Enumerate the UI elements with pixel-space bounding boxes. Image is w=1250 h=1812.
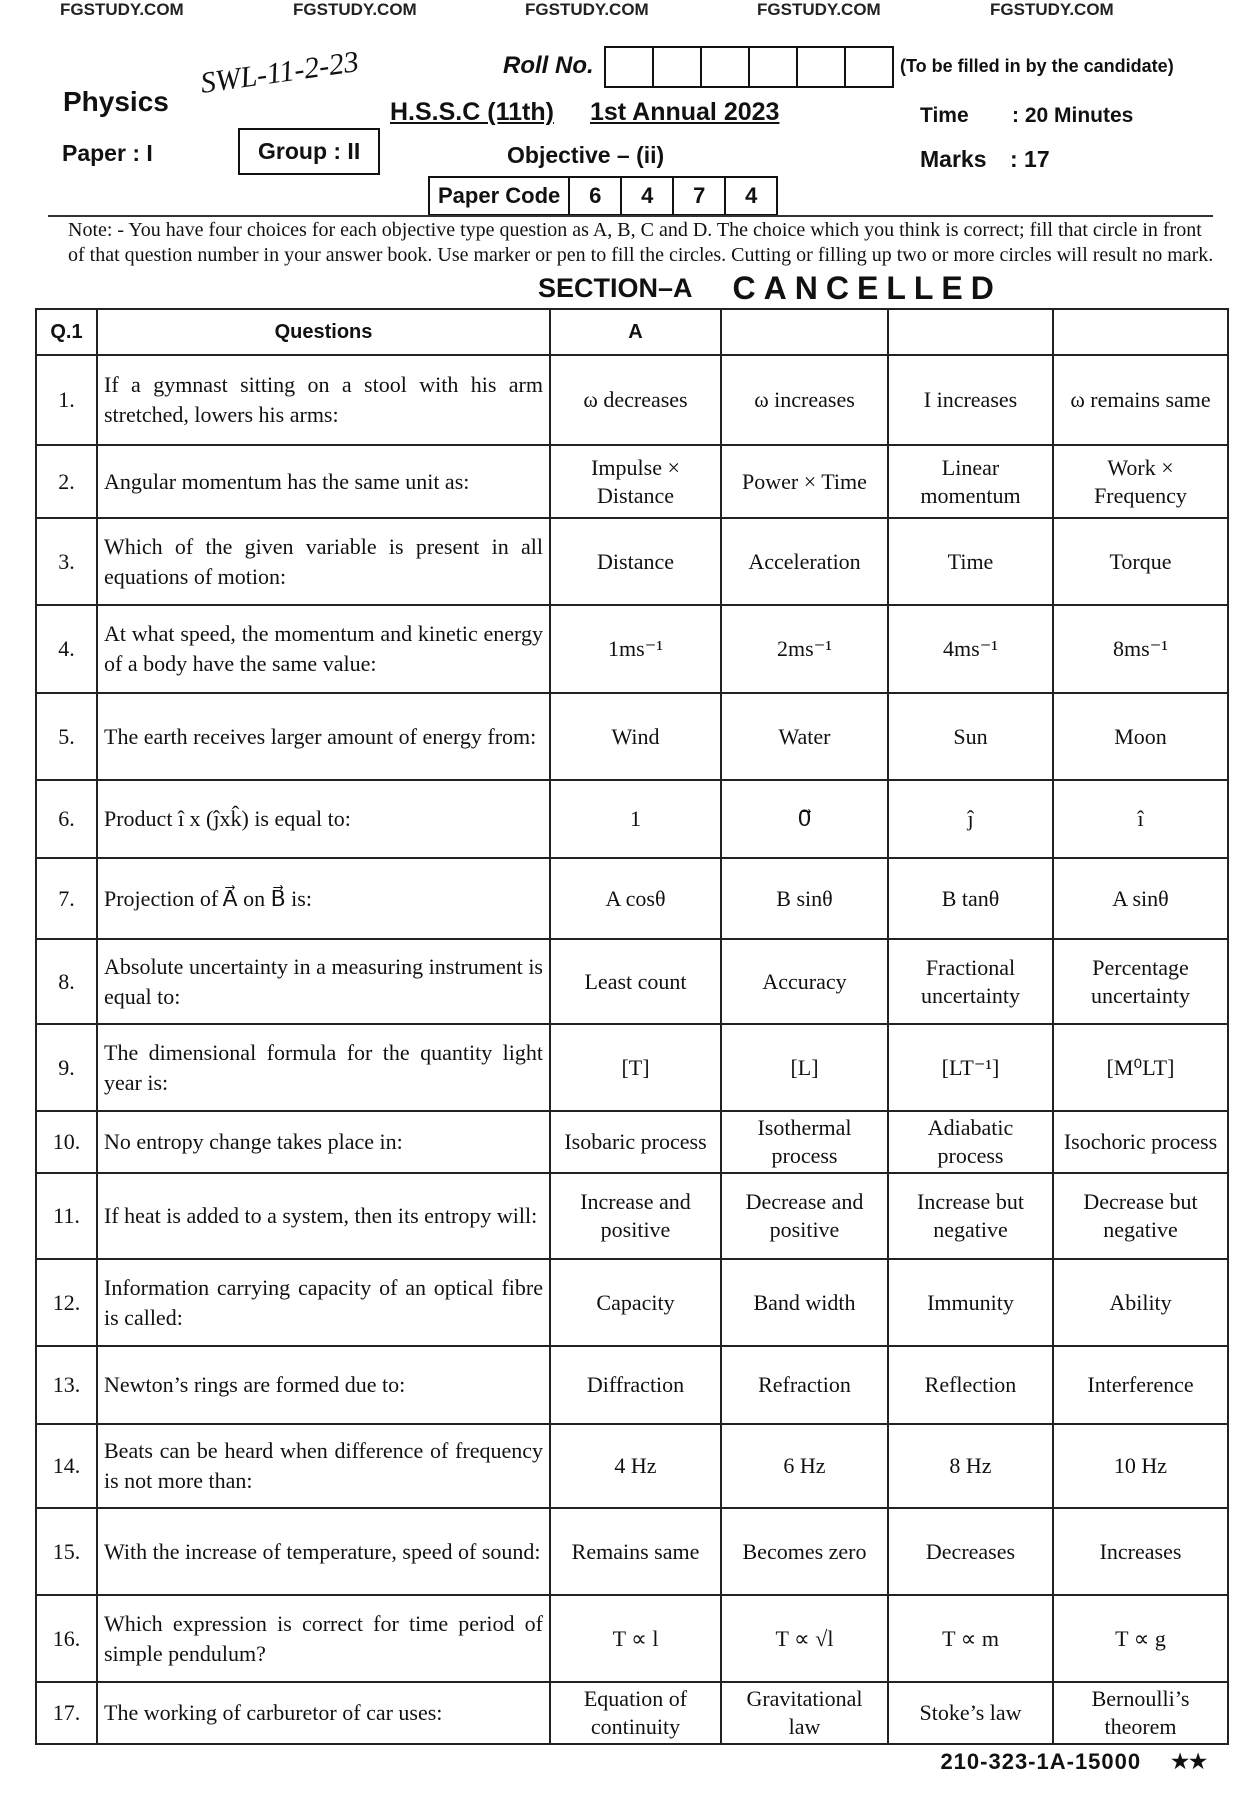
option-d: A sinθ xyxy=(1053,858,1228,939)
option-b: 0⃗ xyxy=(721,780,888,858)
option-a: 1 xyxy=(550,780,721,858)
header-a: A xyxy=(550,309,721,355)
question-text: If heat is added to a system, then its entropy will: xyxy=(97,1173,550,1259)
question-number: 12. xyxy=(36,1259,97,1346)
table-row xyxy=(36,693,1228,780)
question-text: Beats can be heard when difference of frequency is not more than: xyxy=(97,1424,550,1508)
marks-label: Marks xyxy=(920,146,987,172)
option-c: Sun xyxy=(888,693,1053,780)
option-a: Remains same xyxy=(550,1508,721,1595)
option-b: Becomes zero xyxy=(721,1508,888,1595)
watermark: FGSTUDY.COM xyxy=(757,0,881,19)
option-b: Water xyxy=(721,693,888,780)
option-a: Impulse × Distance xyxy=(550,445,721,518)
question-number: 8. xyxy=(36,939,97,1024)
option-c: Time xyxy=(888,518,1053,605)
option-a: Distance xyxy=(550,518,721,605)
option-d: Decrease but negative xyxy=(1053,1173,1228,1259)
question-text: The working of carburetor of car uses: xyxy=(97,1682,550,1744)
option-c: Stoke’s law xyxy=(888,1682,1053,1744)
question-number: 6. xyxy=(36,780,97,858)
session: 1st Annual 2023 xyxy=(590,98,780,126)
option-a: Increase and positive xyxy=(550,1173,721,1259)
paper-code-digit: 6 xyxy=(568,178,620,214)
question-text: Product î x (ĵxk̂) is equal to: xyxy=(97,780,550,858)
option-c: T ∝ m xyxy=(888,1595,1053,1682)
question-number: 3. xyxy=(36,518,97,605)
option-c: Adiabatic process xyxy=(888,1111,1053,1173)
handwritten-code: SWL-11-2-23 xyxy=(198,45,361,100)
table-row xyxy=(36,1024,1228,1111)
question-text: If a gymnast sitting on a stool with his arm stretched, lowers his arms: xyxy=(97,355,550,445)
option-b: Refraction xyxy=(721,1346,888,1424)
question-text: With the increase of temperature, speed of sound: xyxy=(97,1508,550,1595)
option-a: Isobaric process xyxy=(550,1111,721,1173)
option-c: Increase but negative xyxy=(888,1173,1053,1259)
paper-code-digit: 4 xyxy=(620,178,672,214)
option-b: B sinθ xyxy=(721,858,888,939)
question-number: 13. xyxy=(36,1346,97,1424)
watermark: FGSTUDY.COM xyxy=(60,0,184,19)
option-d: Increases xyxy=(1053,1508,1228,1595)
question-text: Angular momentum has the same unit as: xyxy=(97,445,550,518)
question-text: Projection of A⃗ on B⃗ is: xyxy=(97,858,550,939)
option-c: 8 Hz xyxy=(888,1424,1053,1508)
option-d: T ∝ g xyxy=(1053,1595,1228,1682)
option-a: ω decreases xyxy=(550,355,721,445)
option-a: 1ms⁻¹ xyxy=(550,605,721,693)
table-row xyxy=(36,939,1228,1024)
time-value: : 20 Minutes xyxy=(1012,104,1134,127)
option-d: Work × Frequency xyxy=(1053,445,1228,518)
option-b: 2ms⁻¹ xyxy=(721,605,888,693)
table-row xyxy=(36,1682,1228,1744)
table-row xyxy=(36,780,1228,858)
option-b: Isothermal process xyxy=(721,1111,888,1173)
table-row xyxy=(36,1346,1228,1424)
paper-code-label: Paper Code xyxy=(438,183,561,208)
question-text: Which of the given variable is present in all equations of motion: xyxy=(97,518,550,605)
question-text: No entropy change takes place in: xyxy=(97,1111,550,1173)
footer-stars: ★★ xyxy=(1171,1751,1207,1773)
header-b xyxy=(721,309,888,355)
question-number: 16. xyxy=(36,1595,97,1682)
option-b: ω increases xyxy=(721,355,888,445)
option-d: Bernoulli’s theorem xyxy=(1053,1682,1228,1744)
option-b: Accuracy xyxy=(721,939,888,1024)
roll-no-label: Roll No. xyxy=(503,52,594,79)
roll-note: (To be filled in by the candidate) xyxy=(900,56,1174,76)
section-row xyxy=(35,268,1227,308)
option-c: Decreases xyxy=(888,1508,1053,1595)
option-d: ω remains same xyxy=(1053,355,1228,445)
question-number: 15. xyxy=(36,1508,97,1595)
header-d xyxy=(1053,309,1228,355)
option-c: 4ms⁻¹ xyxy=(888,605,1053,693)
paper-code-digit: 7 xyxy=(672,178,724,214)
option-d: Torque xyxy=(1053,518,1228,605)
watermark: FGSTUDY.COM xyxy=(990,0,1114,19)
option-b: Acceleration xyxy=(721,518,888,605)
objective: Objective – (ii) xyxy=(507,142,665,168)
option-b: Power × Time xyxy=(721,445,888,518)
marks-value: : 17 xyxy=(1010,146,1050,172)
paper: Paper : I xyxy=(62,140,153,166)
header-c xyxy=(888,309,1053,355)
exam-body xyxy=(35,218,1227,1775)
question-number: 7. xyxy=(36,858,97,939)
time-label: Time xyxy=(920,104,969,127)
question-text: The dimensional formula for the quantity light year is: xyxy=(97,1024,550,1111)
option-a: Capacity xyxy=(550,1259,721,1346)
option-d: 10 Hz xyxy=(1053,1424,1228,1508)
option-d: Isochoric process xyxy=(1053,1111,1228,1173)
divider xyxy=(48,215,1213,217)
table-row xyxy=(36,1111,1228,1173)
roll-no-boxes[interactable] xyxy=(604,46,894,88)
note: Note: - You have four choices for each objective type question as A, B, C and D. The choice which you think is correct; fill that circle in front of that question number in your answer book. Use marker or pen to fill the circles. Cutting or filling up two or more circles will result no mark. xyxy=(68,219,1214,266)
paper-code-digit: 4 xyxy=(724,178,776,214)
question-text: The earth receives larger amount of energy from: xyxy=(97,693,550,780)
table-row xyxy=(36,858,1228,939)
option-b: T ∝ √l xyxy=(721,1595,888,1682)
table-header-row xyxy=(36,309,1228,355)
option-b: Decrease and positive xyxy=(721,1173,888,1259)
option-c: B tanθ xyxy=(888,858,1053,939)
option-d: 8ms⁻¹ xyxy=(1053,605,1228,693)
question-text: Information carrying capacity of an optical fibre is called: xyxy=(97,1259,550,1346)
paper-code xyxy=(428,176,778,216)
watermark: FGSTUDY.COM xyxy=(525,0,649,19)
option-d: Interference xyxy=(1053,1346,1228,1424)
option-b: Gravitational law xyxy=(721,1682,888,1744)
question-text: Newton’s rings are formed due to: xyxy=(97,1346,550,1424)
option-c: [LT⁻¹] xyxy=(888,1024,1053,1111)
question-text: Absolute uncertainty in a measuring instrument is equal to: xyxy=(97,939,550,1024)
question-number: 14. xyxy=(36,1424,97,1508)
question-number: 17. xyxy=(36,1682,97,1744)
table-row xyxy=(36,1595,1228,1682)
option-a: T ∝ l xyxy=(550,1595,721,1682)
option-c: ĵ xyxy=(888,780,1053,858)
watermark: FGSTUDY.COM xyxy=(293,0,417,19)
subject: Physics xyxy=(63,86,169,117)
question-number: 11. xyxy=(36,1173,97,1259)
footer-code: 210-323-1A-15000 xyxy=(940,1749,1142,1774)
question-text: Which expression is correct for time period of simple pendulum? xyxy=(97,1595,550,1682)
option-a: [T] xyxy=(550,1024,721,1111)
option-a: Equation of continuity xyxy=(550,1682,721,1744)
option-d: Ability xyxy=(1053,1259,1228,1346)
option-d: î xyxy=(1053,780,1228,858)
option-c: Immunity xyxy=(888,1259,1053,1346)
question-number: 5. xyxy=(36,693,97,780)
option-b: [L] xyxy=(721,1024,888,1111)
option-a: Least count xyxy=(550,939,721,1024)
cancelled-stamp: CANCELLED xyxy=(732,269,1002,306)
option-c: Linear momentum xyxy=(888,445,1053,518)
section-title: SECTION–A xyxy=(538,272,693,303)
option-c: Reflection xyxy=(888,1346,1053,1424)
question-number: 2. xyxy=(36,445,97,518)
option-d: Percentage uncertainty xyxy=(1053,939,1228,1024)
table-row xyxy=(36,445,1228,518)
question-number: 4. xyxy=(36,605,97,693)
exam-title: H.S.S.C (11th) xyxy=(390,98,554,126)
option-d: [M⁰LT] xyxy=(1053,1024,1228,1111)
table-row xyxy=(36,1173,1228,1259)
option-c: Fractional uncertainty xyxy=(888,939,1053,1024)
option-a: Wind xyxy=(550,693,721,780)
question-number: 10. xyxy=(36,1111,97,1173)
table-row xyxy=(36,605,1228,693)
table-row xyxy=(36,1424,1228,1508)
header-q-number: Q.1 xyxy=(36,309,97,355)
table-row xyxy=(36,518,1228,605)
option-a: 4 Hz xyxy=(550,1424,721,1508)
option-a: Diffraction xyxy=(550,1346,721,1424)
footer xyxy=(35,1745,1227,1775)
question-number: 9. xyxy=(36,1024,97,1111)
question-number: 1. xyxy=(36,355,97,445)
group: Group : II xyxy=(238,128,380,175)
option-d: Moon xyxy=(1053,693,1228,780)
question-text: At what speed, the momentum and kinetic energy of a body have the same value: xyxy=(97,605,550,693)
table-row xyxy=(36,355,1228,445)
option-c: I increases xyxy=(888,355,1053,445)
option-b: Band width xyxy=(721,1259,888,1346)
option-a: A cosθ xyxy=(550,858,721,939)
header-questions: Questions xyxy=(97,309,550,355)
table-row xyxy=(36,1508,1228,1595)
option-b: 6 Hz xyxy=(721,1424,888,1508)
table-row xyxy=(36,1259,1228,1346)
questions-table xyxy=(35,308,1229,1745)
